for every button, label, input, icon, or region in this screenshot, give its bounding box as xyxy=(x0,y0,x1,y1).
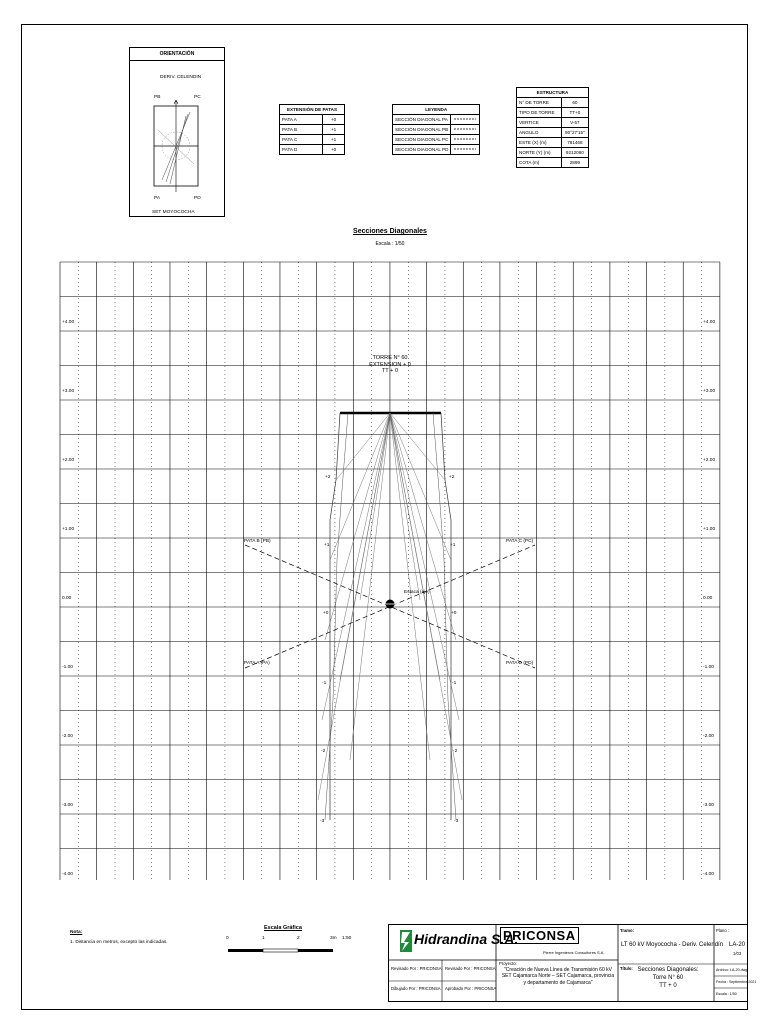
structure-label: ESTE (X) (m) xyxy=(517,138,562,148)
graphic-scale-bar xyxy=(228,943,338,953)
corner-pa-label: PA xyxy=(154,196,161,201)
orientation-bottom-label: SET MOYOCOCHA xyxy=(152,210,195,215)
leg-mark-left: -1 xyxy=(322,681,327,686)
leg-mark-right: +0 xyxy=(451,611,457,616)
structure-value: 9212060 xyxy=(561,148,588,158)
leg-extension-value: +0 xyxy=(323,115,345,125)
elevation-label-left: +2.00 xyxy=(62,458,75,463)
elevation-label-left: 0.00 xyxy=(62,596,72,601)
structure-label: TIPO DE TORRE xyxy=(517,108,562,118)
tower-type-label: TT + 0 xyxy=(381,368,399,374)
section-title: Secciones Diagonales xyxy=(353,228,427,235)
corner-pb-label: PB xyxy=(154,95,161,100)
titulo-block xyxy=(620,966,716,990)
orientation-top-label: DERIV. CELENDIN xyxy=(160,75,202,80)
legend-label: SECCIÓN DIAGONAL PC xyxy=(393,135,451,145)
plano-value: LA-20 xyxy=(729,942,746,948)
structure-label: VERTICE xyxy=(517,118,562,128)
graphic-scale-title: Escala Gráfica xyxy=(264,925,302,931)
elevation-label-left: +1.00 xyxy=(62,527,75,532)
pata-d-label: PATA D (PD) xyxy=(506,661,534,666)
leg-extension-label: PATA B xyxy=(280,125,323,135)
elevation-label-right: 0.00 xyxy=(703,596,713,601)
tramo-value: LT 60 kV Moyococha - Deriv. Celendín xyxy=(621,942,724,948)
leg-mark-left: -3 xyxy=(320,819,325,824)
tower-number-label: TORRE N° 60 xyxy=(372,355,408,361)
elevation-label-right: -2.00 xyxy=(703,734,714,739)
elevation-label-right: -1.00 xyxy=(703,665,714,670)
graphic-scale-tick: 1 xyxy=(262,936,265,941)
orientation-title: ORIENTACIÓN xyxy=(130,48,224,61)
legend-label: SECCIÓN DIAGONAL PB xyxy=(393,125,451,135)
fecha-field: Fecha : Septiembre 2021 xyxy=(716,980,757,984)
structure-title: ESTRUCTURA xyxy=(517,88,589,98)
aprobado-field: Aprobado Por : PRICONSA xyxy=(445,986,497,991)
graphic-scale-ratio: 1:50 xyxy=(342,936,352,941)
elevation-label-right: +4.00 xyxy=(703,320,716,325)
elevation-label-right: +1.00 xyxy=(703,527,716,532)
tower-label xyxy=(350,355,430,375)
structure-label: ANGULO xyxy=(517,128,562,138)
client-logo-text: Hidrandina S.A. xyxy=(414,931,519,947)
leg-extension-label: PATA D xyxy=(280,145,323,155)
consultant-logo-text: PRICONSA xyxy=(500,927,579,944)
corner-pd-label: PD xyxy=(194,196,201,201)
leg-mark-left: +0 xyxy=(323,611,329,616)
elevation-label-right: -4.00 xyxy=(703,872,714,877)
escala-field: Escala : 1/50 xyxy=(716,992,737,996)
structure-label: NORTE (Y) (m) xyxy=(517,148,562,158)
revisado2-field: Revisado Por : PRICONSA xyxy=(445,966,496,971)
leg-mark-left: +1 xyxy=(324,543,330,548)
corner-pc-label: PC xyxy=(194,95,201,100)
graphic-scale-tick: 3m xyxy=(330,936,337,941)
pata-c-label: PATA C (PC) xyxy=(506,539,534,544)
structure-label: N° DE TORRE xyxy=(517,98,562,108)
plano-label: Plano : xyxy=(716,928,730,933)
elevation-label-right: -3.00 xyxy=(703,803,714,808)
graphic-scale-tick: 2 xyxy=(297,936,300,941)
elevation-label-left: +3.00 xyxy=(62,389,75,394)
elevation-label-left: +4.00 xyxy=(62,320,75,325)
legend-label: SECCIÓN DIAGONAL PA xyxy=(393,115,451,125)
tramo-label: Tramo: xyxy=(620,928,634,933)
leg-mark-right: -3 xyxy=(454,819,459,824)
structure-value: 781468 xyxy=(561,138,588,148)
leg-mark-right: -1 xyxy=(452,681,457,686)
elevation-label-left: -4.00 xyxy=(62,872,73,877)
structure-value: 60 xyxy=(561,98,588,108)
tower-extension-label: EXTENSION + 0 xyxy=(369,361,411,368)
titulo-label: Título: xyxy=(620,966,633,971)
notes-title: Nota: xyxy=(70,930,83,935)
pata-b-label: PATA B (PB) xyxy=(244,539,271,544)
titulo-line-3: TT + 0 xyxy=(659,983,677,989)
consultant-subtitle: Pierre Ingenieros Consultores S.A. xyxy=(543,950,605,955)
leg-extension-label: PATA A xyxy=(280,115,323,125)
notes-text: 1. Distancia en metros, excepto las indicadas. xyxy=(70,940,168,945)
structure-value: 2899 xyxy=(561,158,588,168)
structure-value: TT+0 xyxy=(561,108,588,118)
pata-a-label: PATA A (PA) xyxy=(244,661,270,666)
leg-mark-right: +1 xyxy=(450,543,456,548)
legend-title: LEYENDA xyxy=(393,105,480,115)
stake-label: Estaca (eje) xyxy=(404,590,430,595)
elevation-label-left: -2.00 xyxy=(62,734,73,739)
leg-mark-left: +2 xyxy=(325,475,331,480)
leg-extension-label: PATA C xyxy=(280,135,323,145)
leg-extension-value: +0 xyxy=(323,145,345,155)
titulo-line-1: Secciones Diagonales: xyxy=(637,967,699,973)
structure-value: 90°27'15" xyxy=(561,128,588,138)
legend-label: SECCIÓN DIAGONAL PD xyxy=(393,145,451,155)
leg-mark-right: -2 xyxy=(453,749,458,754)
archivo-field: Archivo: LA-20.dwg xyxy=(716,968,748,972)
titulo-line-2: Torre N° 60 xyxy=(652,975,684,981)
leg-extension-value: +1 xyxy=(323,135,345,145)
structure-value: V-57 xyxy=(561,118,588,128)
dibujado-field: Dibujado Por : PRICONSA xyxy=(391,986,441,991)
plano-sheet: 1/03 xyxy=(733,951,742,956)
leg-mark-right: +2 xyxy=(449,475,455,480)
leg-mark-left: -2 xyxy=(321,749,326,754)
elevation-label-right: +2.00 xyxy=(703,458,716,463)
graphic-scale-tick: 0 xyxy=(226,936,229,941)
elevation-label-left: -1.00 xyxy=(62,665,73,670)
elevation-label-right: +3.00 xyxy=(703,389,716,394)
leg-extension-title: EXTENSIÓN DE PATAS xyxy=(280,105,345,115)
project-name: "Creación de Nueva Línea de Transmisión 60 kV SET Cajamarca Norte – SET Cajamarca, provincia y departamento de Cajamarca" xyxy=(501,967,615,986)
project-label: Proyecto: xyxy=(499,961,517,966)
leg-extension-value: +1 xyxy=(323,125,345,135)
revisado-field: Revisado Por : PRICONSA xyxy=(391,966,442,971)
elevation-label-left: -3.00 xyxy=(62,803,73,808)
section-scale: Escala : 1/50 xyxy=(375,241,405,247)
structure-label: COTA (m) xyxy=(517,158,562,168)
